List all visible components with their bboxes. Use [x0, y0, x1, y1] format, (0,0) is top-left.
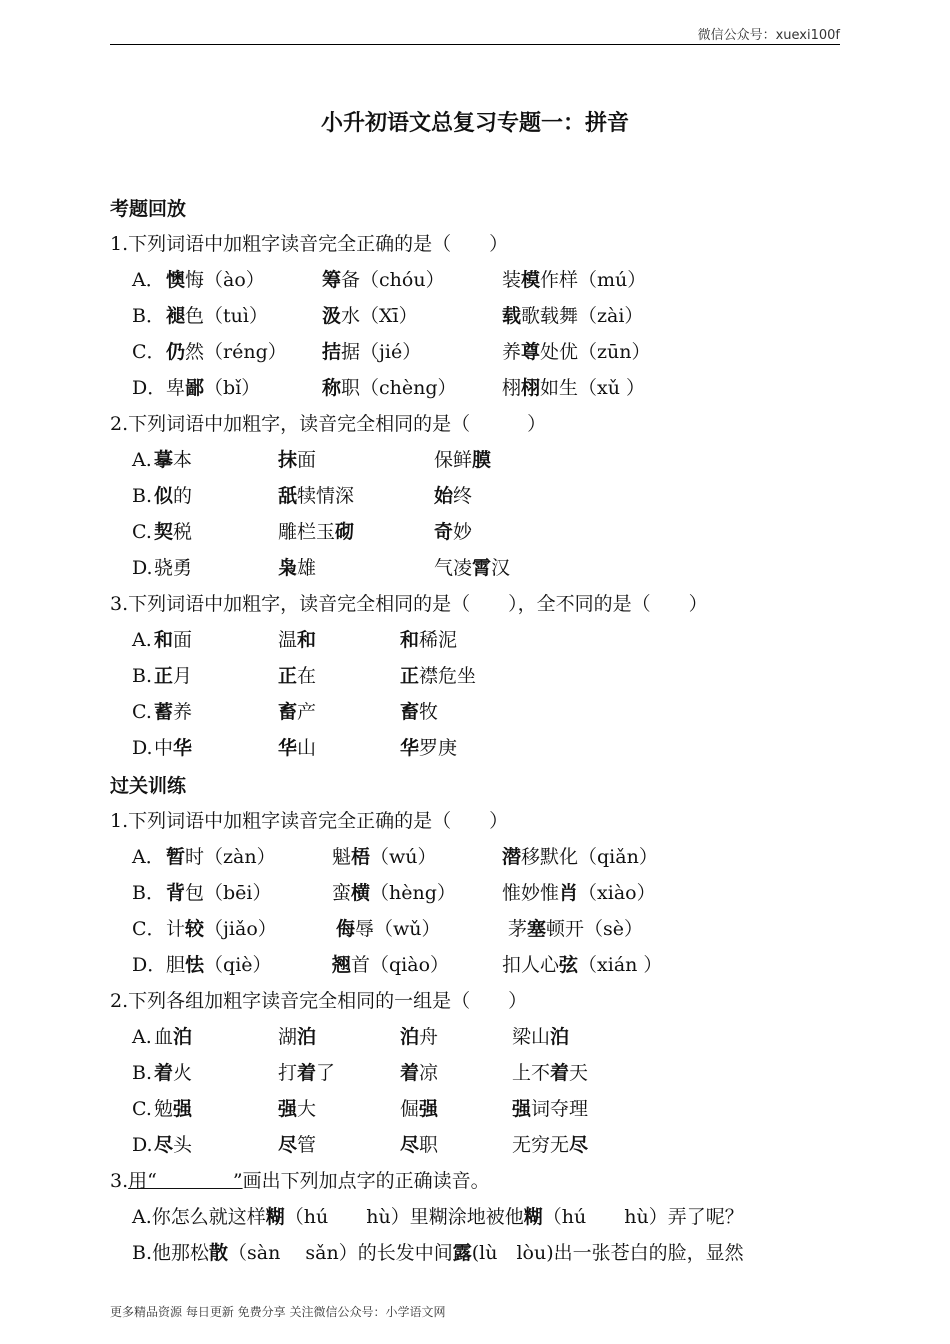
footer-note: 更多精品资源 每日更新 免费分享 关注微信公众号：小学语文网 — [110, 1305, 446, 1319]
training-q1-stem: 1.下列词语中加粗字读音完全正确的是（ ） — [110, 810, 509, 832]
training-q2-stem: 2.下列各组加粗字读音完全相同的一组是（ ） — [110, 990, 528, 1012]
review-q1-option-d: D． 卑鄙（bǐ） 称职（chèng） 栩栩如生（xǔ ） — [132, 377, 646, 399]
training-q1-option-d: D． 胆怯（qiè） 翘首（qiào） 扣人心弦（xián ） — [132, 954, 663, 976]
header-rule — [110, 44, 840, 45]
training-q2-option-c: C. 勉强 强大 倔强 强词夺理 — [132, 1098, 589, 1120]
review-q2-option-d: D. 骁勇 枭雄 气凌霄汉 — [132, 557, 511, 579]
section-review: 考题回放 — [110, 198, 187, 220]
training-q1-option-a: A． 暂时（zàn） 魁梧（wú） 潜移默化（qiǎn） — [132, 846, 658, 868]
review-q2-stem: 2.下列词语中加粗字，读音完全相同的是（ ） — [110, 413, 547, 435]
review-q3-option-b: B. 正月 正在 正襟危坐 — [132, 665, 477, 687]
answer-blank: 用“ ” — [128, 1170, 243, 1192]
review-q3-option-d: D. 中华 华山 华罗庚 — [132, 737, 458, 759]
training-q2-option-b: B. 着火 打着了 着凉 上不着天 — [132, 1062, 589, 1084]
review-q2-option-a: A. 摹本 抹面 保鲜膜 — [132, 449, 492, 471]
review-q1-stem: 1.下列词语中加粗字读音完全正确的是（ ） — [110, 233, 509, 255]
training-q3-option-a: A.你怎么就这样糊（hú hù）里糊涂地被他糊（hú hù）弄了呢？ — [132, 1206, 744, 1228]
page-title: 小升初语文总复习专题一：拼音 — [320, 111, 629, 136]
review-q1-option-b: B． 褪色（tuì） 汲水（Xī） 载歌载舞（zài） — [132, 305, 644, 327]
review-q2-option-c: C. 契税 雕栏玉砌 奇妙 — [132, 521, 473, 543]
training-q1-option-c: C． 计较（jiǎo） 侮辱（wǔ） 茅塞顿开（sè） — [132, 918, 644, 940]
review-q1-option-a: A． 懊悔（ào） 筹备（chóu） 装模作样（mú） — [132, 269, 647, 291]
review-q3-option-c: C. 蓄养 畜产 畜牧 — [132, 701, 439, 723]
review-q3-stem: 3.下列词语中加粗字，读音完全相同的是（ ），全不同的是（ ） — [110, 593, 708, 615]
review-q1-option-c: C． 仍然（réng） 拮据（jié） 养尊处优（zūn） — [132, 341, 651, 363]
training-q3-option-b: B.他那松散（sàn sǎn）的长发中间露(lù lòu)出一张苍白的脸，显然 — [132, 1242, 744, 1264]
training-q3-stem: 3.用“ ”画出下列加点字的正确读音。 — [110, 1170, 490, 1192]
review-q3-option-a: A. 和面 温和 和稀泥 — [132, 629, 458, 651]
training-q2-option-d: D. 尽头 尽管 尽职 无穷无尽 — [132, 1134, 589, 1156]
training-q1-option-b: B． 背包（bēi） 蛮横（hèng） 惟妙惟肖（xiào） — [132, 882, 656, 904]
header-tag: 微信公众号：xuexi100f — [697, 28, 840, 43]
training-q2-option-a: A. 血泊 湖泊 泊舟 梁山泊 — [132, 1026, 570, 1048]
review-q2-option-b: B. 似的 舐犊情深 始终 — [132, 485, 473, 507]
section-training: 过关训练 — [110, 775, 187, 797]
